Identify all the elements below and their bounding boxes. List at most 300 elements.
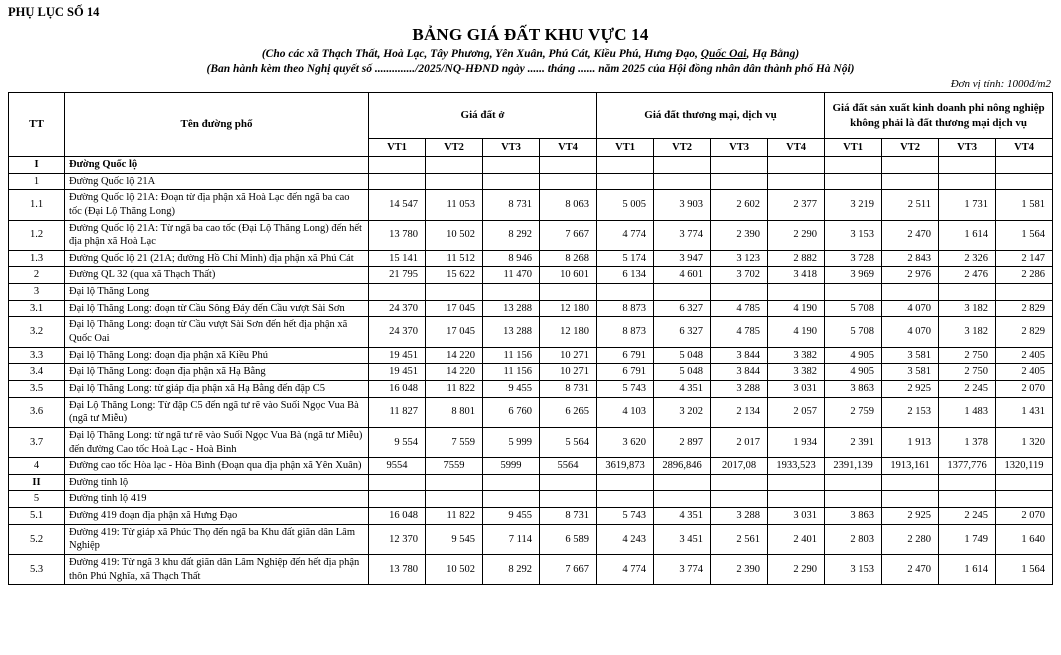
price-value: 13 288 [483, 300, 540, 317]
price-value: 9 455 [483, 508, 540, 525]
price-value [996, 157, 1053, 174]
price-value: 5 174 [597, 250, 654, 267]
price-value [882, 491, 939, 508]
price-value [426, 474, 483, 491]
column-header-tt: TT [9, 93, 65, 157]
column-header-vt4: VT4 [996, 139, 1053, 157]
price-value: 8 873 [597, 317, 654, 347]
price-value [597, 491, 654, 508]
price-value: 8 292 [483, 555, 540, 585]
price-value: 5999 [483, 458, 540, 475]
price-value [654, 474, 711, 491]
table-row [9, 190, 1053, 220]
street-name: Đại Lộ Thăng Long: Từ đập C5 đến ngã tư rẽ vào Suối Ngọc Vua Bà (ngã tư Miễu) [65, 397, 369, 427]
street-name: Đại lộ Thăng Long: đoạn địa phận xã Hạ Bằng [65, 364, 369, 381]
price-value: 2 511 [882, 190, 939, 220]
price-value: 2 070 [996, 380, 1053, 397]
price-value: 1 640 [996, 524, 1053, 554]
price-value: 1 564 [996, 220, 1053, 250]
price-value: 2 405 [996, 347, 1053, 364]
table-body [9, 157, 1053, 585]
price-value: 2 134 [711, 397, 768, 427]
price-value: 3 382 [768, 347, 825, 364]
price-value: 6 265 [540, 397, 597, 427]
table-header [9, 93, 1053, 157]
price-value: 3 844 [711, 347, 768, 364]
price-value: 2 470 [882, 220, 939, 250]
street-name: Đường Quốc lộ 21A: Đoạn từ địa phận xã Hoà Lạc đến ngã ba cao tốc (Đại Lộ Thăng Long) [65, 190, 369, 220]
price-value [711, 173, 768, 190]
price-value: 2 897 [654, 427, 711, 457]
price-value: 2 245 [939, 380, 996, 397]
street-name: Đại lộ Thăng Long: đoạn từ Cầu Sông Đáy đến Cầu vượt Sài Sơn [65, 300, 369, 317]
price-value: 4 905 [825, 347, 882, 364]
row-index: 3.1 [9, 300, 65, 317]
price-value: 3 031 [768, 508, 825, 525]
price-value [540, 491, 597, 508]
table-row [9, 397, 1053, 427]
table-row [9, 555, 1053, 585]
street-name: Đường tỉnh lộ [65, 474, 369, 491]
price-value: 1 564 [996, 555, 1053, 585]
land-price-table [8, 92, 1053, 585]
price-value: 1 934 [768, 427, 825, 457]
row-index: 1.2 [9, 220, 65, 250]
street-name: Đường cao tốc Hòa lạc - Hòa Bình (Đoạn qua địa phận xã Yên Xuân) [65, 458, 369, 475]
price-value [654, 157, 711, 174]
price-value: 15 141 [369, 250, 426, 267]
price-value [654, 173, 711, 190]
price-value: 21 795 [369, 267, 426, 284]
price-value [882, 474, 939, 491]
price-value [540, 157, 597, 174]
price-value: 2 326 [939, 250, 996, 267]
price-value: 10 271 [540, 347, 597, 364]
price-value: 12 370 [369, 524, 426, 554]
price-value [825, 491, 882, 508]
street-name: Đại lộ Thăng Long: đoạn địa phận xã Kiều Phú [65, 347, 369, 364]
price-value: 2 750 [939, 364, 996, 381]
price-value: 8 292 [483, 220, 540, 250]
price-value: 6 589 [540, 524, 597, 554]
price-value: 1 431 [996, 397, 1053, 427]
price-value [939, 474, 996, 491]
price-value: 8 946 [483, 250, 540, 267]
price-value [369, 491, 426, 508]
price-value: 3 774 [654, 555, 711, 585]
table-row [9, 173, 1053, 190]
price-value [540, 284, 597, 301]
column-group-residential: Giá đất ở [369, 93, 597, 139]
price-value: 2 391 [825, 427, 882, 457]
table-row [9, 157, 1053, 174]
price-value: 16 048 [369, 508, 426, 525]
price-value: 2 925 [882, 508, 939, 525]
price-value [996, 474, 1053, 491]
price-value: 2 017 [711, 427, 768, 457]
price-value: 3 844 [711, 364, 768, 381]
price-value: 2 377 [768, 190, 825, 220]
price-value: 2 245 [939, 508, 996, 525]
street-name: Đường Quốc lộ 21 (21A; đường Hồ Chí Minh) địa phận xã Phú Cát [65, 250, 369, 267]
price-value: 4 190 [768, 300, 825, 317]
street-name: Đường 419: Từ ngã 3 khu đất giãn dân Lâm Nghiệp đến hết địa phận thôn Phú Nghĩa, xã Thạch Thất [65, 555, 369, 585]
price-value: 5 708 [825, 317, 882, 347]
row-index: 3.6 [9, 397, 65, 427]
table-row [9, 380, 1053, 397]
price-value: 19 451 [369, 364, 426, 381]
table-header-group-row [9, 93, 1053, 139]
row-index: 1 [9, 173, 65, 190]
price-value: 6 791 [597, 364, 654, 381]
price-value [996, 491, 1053, 508]
price-value: 5 743 [597, 380, 654, 397]
column-header-vt3: VT3 [711, 139, 768, 157]
table-row [9, 508, 1053, 525]
price-value: 8 801 [426, 397, 483, 427]
subtitle-communes-underlined: Quốc Oai [700, 48, 747, 60]
price-value: 4 103 [597, 397, 654, 427]
price-value: 5 005 [597, 190, 654, 220]
price-value: 8 063 [540, 190, 597, 220]
price-value: 15 622 [426, 267, 483, 284]
row-index: 3.2 [9, 317, 65, 347]
table-row [9, 250, 1053, 267]
price-value: 14 547 [369, 190, 426, 220]
price-value: 3 903 [654, 190, 711, 220]
price-value: 2 401 [768, 524, 825, 554]
price-value: 10 601 [540, 267, 597, 284]
column-header-vt2: VT2 [426, 139, 483, 157]
street-name: Đường Quốc lộ [65, 157, 369, 174]
price-value: 5 999 [483, 427, 540, 457]
row-index: 4 [9, 458, 65, 475]
price-value: 3619,873 [597, 458, 654, 475]
price-value: 1 913 [882, 427, 939, 457]
price-value: 2 602 [711, 190, 768, 220]
price-value: 2 829 [996, 317, 1053, 347]
price-value [711, 284, 768, 301]
price-value: 2 153 [882, 397, 939, 427]
table-row [9, 220, 1053, 250]
row-index: 3.5 [9, 380, 65, 397]
column-header-vt4: VT4 [768, 139, 825, 157]
subtitle-communes-after: , Hạ Bằng) [746, 48, 800, 60]
table-row [9, 474, 1053, 491]
price-value: 2 147 [996, 250, 1053, 267]
price-value: 2 070 [996, 508, 1053, 525]
price-value [825, 284, 882, 301]
price-value: 11 822 [426, 380, 483, 397]
price-value: 2 476 [939, 267, 996, 284]
price-value: 3 219 [825, 190, 882, 220]
price-value [483, 491, 540, 508]
price-value [939, 284, 996, 301]
price-value [483, 173, 540, 190]
price-value: 1 731 [939, 190, 996, 220]
price-value [768, 173, 825, 190]
subtitle-communes [8, 48, 1053, 60]
price-value: 6 134 [597, 267, 654, 284]
column-group-nonagricultural: Giá đất sản xuất kinh doanh phi nông nghiệp không phải là đất thương mại dịch vụ [825, 93, 1053, 139]
column-group-commercial: Giá đất thương mại, dịch vụ [597, 93, 825, 139]
price-value [939, 491, 996, 508]
price-value [597, 284, 654, 301]
table-row [9, 524, 1053, 554]
price-value: 1913,161 [882, 458, 939, 475]
price-value [426, 491, 483, 508]
price-value [597, 157, 654, 174]
price-value: 10 271 [540, 364, 597, 381]
price-value: 1377,776 [939, 458, 996, 475]
price-value: 4 070 [882, 317, 939, 347]
price-value: 2896,846 [654, 458, 711, 475]
price-value: 11 156 [483, 347, 540, 364]
price-value [597, 173, 654, 190]
column-header-vt4: VT4 [540, 139, 597, 157]
price-value: 3 202 [654, 397, 711, 427]
price-value: 5 564 [540, 427, 597, 457]
price-value: 3 451 [654, 524, 711, 554]
price-value: 3 153 [825, 220, 882, 250]
subtitle-issuance: (Ban hành kèm theo Nghị quyết số ............../2025/NQ-HĐND ngày ...... tháng ...... năm 2025 của Hội đồng nhân dân thành phố Hà Nội) [206, 63, 855, 75]
column-header-vt2: VT2 [654, 139, 711, 157]
price-value: 2 405 [996, 364, 1053, 381]
price-value: 1320,119 [996, 458, 1053, 475]
price-value: 3 581 [882, 347, 939, 364]
price-value [426, 157, 483, 174]
price-value: 2391,139 [825, 458, 882, 475]
price-value [711, 491, 768, 508]
price-value: 14 220 [426, 347, 483, 364]
row-index: 5.3 [9, 555, 65, 585]
table-row [9, 347, 1053, 364]
price-value: 8 731 [483, 190, 540, 220]
table-row [9, 300, 1053, 317]
price-value: 14 220 [426, 364, 483, 381]
row-index: 3.7 [9, 427, 65, 457]
price-value: 1933,523 [768, 458, 825, 475]
price-value: 3 969 [825, 267, 882, 284]
price-value: 3 288 [711, 508, 768, 525]
subtitle-communes-before: (Cho các xã Thạch Thất, Hoà Lạc, Tây Phương, Yên Xuân, Phú Cát, Kiều Phú, Hưng Đạo, [261, 48, 701, 60]
price-value: 7559 [426, 458, 483, 475]
row-index: 2 [9, 267, 65, 284]
price-value: 2 057 [768, 397, 825, 427]
column-header-vt1: VT1 [597, 139, 654, 157]
price-value [540, 173, 597, 190]
price-value: 5 743 [597, 508, 654, 525]
price-value [825, 173, 882, 190]
price-value: 10 502 [426, 220, 483, 250]
row-index: 1.1 [9, 190, 65, 220]
price-value: 3 123 [711, 250, 768, 267]
price-value: 1 749 [939, 524, 996, 554]
table-row [9, 284, 1053, 301]
price-value: 1 483 [939, 397, 996, 427]
price-value [825, 474, 882, 491]
price-value: 3 182 [939, 317, 996, 347]
table-row [9, 427, 1053, 457]
price-value: 9 545 [426, 524, 483, 554]
price-value [996, 284, 1053, 301]
price-value: 2 843 [882, 250, 939, 267]
price-value [882, 284, 939, 301]
price-value: 11 827 [369, 397, 426, 427]
table-row [9, 317, 1053, 347]
price-value: 2 750 [939, 347, 996, 364]
price-value: 3 031 [768, 380, 825, 397]
price-value: 6 327 [654, 300, 711, 317]
price-value [939, 157, 996, 174]
column-header-vt2: VT2 [882, 139, 939, 157]
price-value: 9 554 [369, 427, 426, 457]
price-value: 4 351 [654, 380, 711, 397]
unit-note: Đơn vị tính: 1000đ/m2 [950, 78, 1051, 90]
street-name: Đường tỉnh lộ 419 [65, 491, 369, 508]
price-value: 10 502 [426, 555, 483, 585]
row-index: 1.3 [9, 250, 65, 267]
price-value [654, 491, 711, 508]
price-value: 16 048 [369, 380, 426, 397]
price-value: 4 785 [711, 317, 768, 347]
price-value: 1 614 [939, 220, 996, 250]
price-value: 8 731 [540, 508, 597, 525]
price-value [540, 474, 597, 491]
page-title: BẢNG GIÁ ĐẤT KHU VỰC 14 [412, 25, 649, 44]
price-value: 24 370 [369, 300, 426, 317]
price-value: 7 667 [540, 220, 597, 250]
table-row [9, 267, 1053, 284]
table-row [9, 364, 1053, 381]
street-name: Đường Quốc lộ 21A: Từ ngã ba cao tốc (Đại Lộ Thăng Long) đến hết địa phận xã Hoà Lạc [65, 220, 369, 250]
price-value: 5 048 [654, 347, 711, 364]
price-value: 2 286 [996, 267, 1053, 284]
price-value [369, 474, 426, 491]
price-value: 3 581 [882, 364, 939, 381]
price-value [426, 173, 483, 190]
price-value: 2 280 [882, 524, 939, 554]
column-header-vt1: VT1 [825, 139, 882, 157]
price-value: 2 561 [711, 524, 768, 554]
price-value: 6 791 [597, 347, 654, 364]
price-value: 1 378 [939, 427, 996, 457]
price-value [483, 157, 540, 174]
price-value [369, 284, 426, 301]
street-name: Đường QL 32 (qua xã Thạch Thất) [65, 267, 369, 284]
price-value: 2 390 [711, 555, 768, 585]
price-value: 4 243 [597, 524, 654, 554]
price-value: 8 873 [597, 300, 654, 317]
price-value: 2 470 [882, 555, 939, 585]
column-header-vt3: VT3 [483, 139, 540, 157]
price-value [882, 157, 939, 174]
price-value: 7 114 [483, 524, 540, 554]
price-value: 2 290 [768, 555, 825, 585]
price-value: 5564 [540, 458, 597, 475]
price-value: 11 053 [426, 190, 483, 220]
price-value: 4 785 [711, 300, 768, 317]
table-row [9, 458, 1053, 475]
row-index: 3.3 [9, 347, 65, 364]
street-name: Đại lộ Thăng Long: từ giáp địa phận xã Hạ Bằng đến đập C5 [65, 380, 369, 397]
row-index: 3 [9, 284, 65, 301]
price-value: 11 512 [426, 250, 483, 267]
price-value: 9 455 [483, 380, 540, 397]
price-value [768, 491, 825, 508]
price-value [939, 173, 996, 190]
price-value: 12 180 [540, 300, 597, 317]
price-value: 19 451 [369, 347, 426, 364]
price-value: 3 728 [825, 250, 882, 267]
street-name: Đại lộ Thăng Long: từ ngã tư rẽ vào Suối Ngọc Vua Bà (ngã tư Miễu) đến đường Cao tốc Hoà Lạc - Hoà Bình [65, 427, 369, 457]
price-value: 11 156 [483, 364, 540, 381]
street-name: Đường 419: Từ giáp xã Phúc Thọ đến ngã ba Khu đất giãn dân Lâm Nghiệp [65, 524, 369, 554]
price-value [369, 157, 426, 174]
price-value: 3 382 [768, 364, 825, 381]
price-value: 3 288 [711, 380, 768, 397]
price-value [597, 474, 654, 491]
price-value: 3 863 [825, 380, 882, 397]
price-value [825, 157, 882, 174]
price-value: 2 882 [768, 250, 825, 267]
price-value: 4 774 [597, 220, 654, 250]
price-value: 1 614 [939, 555, 996, 585]
price-value: 2 290 [768, 220, 825, 250]
price-value: 3 863 [825, 508, 882, 525]
row-index: I [9, 157, 65, 174]
price-value: 13 780 [369, 555, 426, 585]
street-name: Đại lộ Thăng Long: đoạn từ Cầu vượt Sài Sơn đến hết địa phận xã Quốc Oai [65, 317, 369, 347]
row-index: II [9, 474, 65, 491]
price-value [654, 284, 711, 301]
price-value: 2 390 [711, 220, 768, 250]
appendix-label: PHỤ LỤC SỐ 14 [8, 5, 100, 19]
price-value [996, 173, 1053, 190]
price-value: 8 268 [540, 250, 597, 267]
price-value: 11 470 [483, 267, 540, 284]
price-value: 2 976 [882, 267, 939, 284]
row-index: 5 [9, 491, 65, 508]
price-value: 2 925 [882, 380, 939, 397]
price-value: 3 182 [939, 300, 996, 317]
price-value: 4 774 [597, 555, 654, 585]
price-value: 1 320 [996, 427, 1053, 457]
price-value: 24 370 [369, 317, 426, 347]
price-value [882, 173, 939, 190]
price-value: 1 581 [996, 190, 1053, 220]
row-index: 3.4 [9, 364, 65, 381]
price-value: 3 947 [654, 250, 711, 267]
price-value: 13 780 [369, 220, 426, 250]
price-value: 2 803 [825, 524, 882, 554]
price-value: 3 418 [768, 267, 825, 284]
column-header-vt1: VT1 [369, 139, 426, 157]
column-header-street: Tên đường phố [65, 93, 369, 157]
column-header-vt3: VT3 [939, 139, 996, 157]
price-value [426, 284, 483, 301]
price-value: 3 774 [654, 220, 711, 250]
table-row [9, 491, 1053, 508]
street-name: Đại lộ Thăng Long [65, 284, 369, 301]
street-name: Đường Quốc lộ 21A [65, 173, 369, 190]
price-value [483, 284, 540, 301]
price-value [768, 157, 825, 174]
price-value: 4 601 [654, 267, 711, 284]
price-value: 2017,08 [711, 458, 768, 475]
price-value: 4 905 [825, 364, 882, 381]
price-value: 9554 [369, 458, 426, 475]
